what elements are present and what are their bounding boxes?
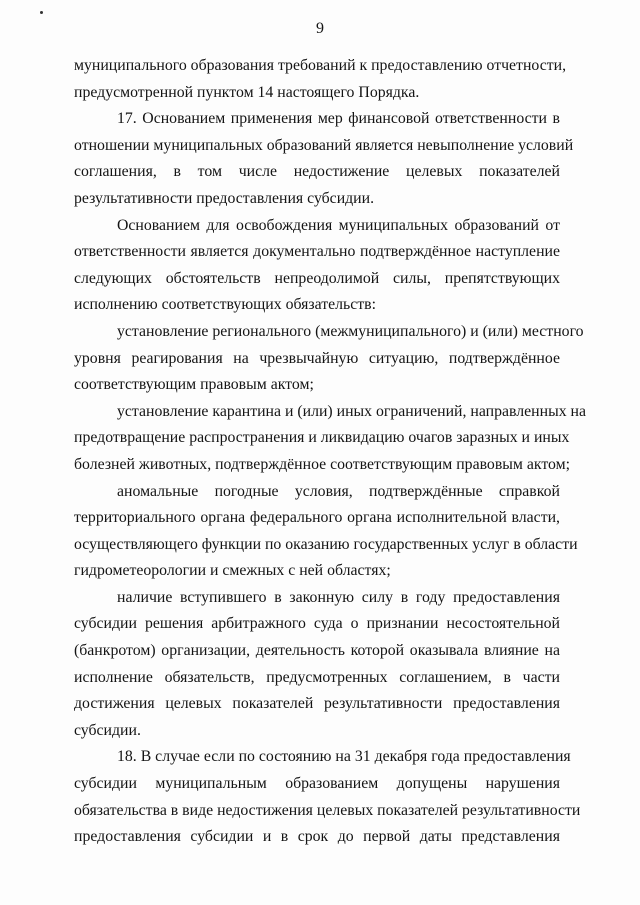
text-line: исполнение обязательств, предусмотренных соглашением, в части <box>74 668 560 686</box>
paragraph-bankruptcy <box>74 585 560 745</box>
text-line: установление регионального (межмуниципального) и (или) местного <box>117 322 584 340</box>
text-line: наличие вступившего в законную силу в году предоставления <box>117 588 560 606</box>
paragraph-exemption-grounds <box>74 213 560 319</box>
text-line: (банкротом) организации, деятельность которой оказывала влияние на <box>74 642 560 660</box>
text-line: отношении муниципальных образований является невыполнение условий <box>74 136 574 154</box>
paragraph-continuation <box>74 53 567 106</box>
scan-dot-mark <box>40 11 43 14</box>
text-line: предотвращение распространения и ликвидацию очагов заразных и иных <box>74 429 570 447</box>
text-line: установление карантина и (или) иных ограничений, направленных на <box>117 402 587 420</box>
text-line: предусмотренной пунктом 14 настоящего Порядка. <box>74 83 420 101</box>
document-body <box>74 53 587 851</box>
paragraph-clause-18 <box>74 744 581 850</box>
text-line: ответственности является документально подтверждённое наступление <box>74 243 560 261</box>
text-line: исполнению соответствующих обязательств: <box>74 296 377 314</box>
text-line: субсидии муниципальным образованием допущены нарушения <box>74 775 560 793</box>
text-line: аномальные погодные условия, подтверждённые справкой <box>117 482 560 500</box>
text-line: субсидии решения арбитражного суда о признании несостоятельной <box>74 615 560 633</box>
paragraph-weather <box>74 479 578 585</box>
text-line: следующих обстоятельств непреодолимой силы, препятствующих <box>74 269 560 287</box>
text-line: соответствующим правовым актом; <box>74 376 314 394</box>
text-line: предоставления субсидии и в срок до первой даты представления <box>74 828 560 846</box>
text-line: обязательства в виде недостижения целевых показателей результативности <box>74 801 581 819</box>
page-number: 9 <box>316 20 324 37</box>
text-line: 18. В случае если по состоянию на 31 декабря года предоставления <box>117 748 571 766</box>
text-line: субсидии. <box>74 721 141 739</box>
text-line: уровня реагирования на чрезвычайную ситуацию, подтверждённое <box>74 349 560 367</box>
text-line: гидрометеорологии и смежных с ней областях; <box>74 562 391 580</box>
text-line: достижения целевых показателей результативности предоставления <box>74 695 560 713</box>
text-line: территориального органа федерального органа исполнительной власти, <box>74 509 560 527</box>
text-line: болезней животных, подтверждённое соответствующим правовым актом; <box>74 455 570 473</box>
text-line: результативности предоставления субсидии. <box>74 189 375 207</box>
paragraph-quarantine <box>74 399 587 479</box>
text-line: 17. Основанием применения мер финансовой ответственности в <box>117 110 560 128</box>
text-line: Основанием для освобождения муниципальных образований от <box>117 216 560 234</box>
text-line: муниципального образования требований к предоставлению отчетности, <box>74 57 567 74</box>
paragraph-clause-17 <box>74 106 574 212</box>
paragraph-emergency <box>74 319 584 399</box>
text-line: осуществляющего функции по оказанию государственных услуг в области <box>74 535 578 553</box>
text-line: соглашения, в том числе недостижение целевых показателей <box>74 163 560 181</box>
